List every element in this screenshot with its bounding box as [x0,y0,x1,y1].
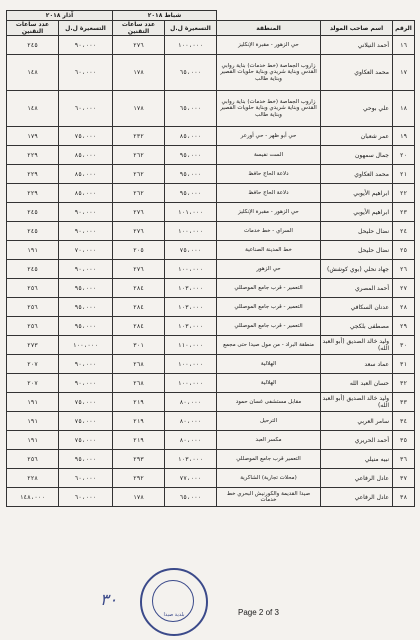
mar-price: ١٠٠،٠٠٠ [59,336,113,355]
mar-price: ٩٠،٠٠٠ [59,374,113,393]
owner-name: أحمد الحريري [321,431,393,450]
feb-price: ٩٥،٠٠٠ [165,165,217,184]
feb-hours: ٢٦٢ [113,184,165,203]
table-row [7,36,415,55]
table-row [7,127,415,146]
feb-hours: ٢١٩ [113,431,165,450]
feb-hours: ٢٦٨ [113,374,165,393]
mar-price: ٩٥،٠٠٠ [59,450,113,469]
area-cell: مقابل مستشفى غسان حمود [217,393,321,412]
owner-name: محمد العكاوي [321,165,393,184]
row-number: ٢٥ [393,241,415,260]
owner-name: أحمد المصري [321,279,393,298]
generators-price-table [6,10,415,507]
row-number: ٢٩ [393,317,415,336]
feb-hours: ١٧٨ [113,55,165,91]
table-row [7,488,415,507]
mar-price: ٦٠،٠٠٠ [59,55,113,91]
mar-hours: ٢٥٦ [7,279,59,298]
generators-table-sheet [6,10,414,507]
area-cell: دلاعة الحاج حافظ [217,165,321,184]
table-row [7,203,415,222]
table-row [7,298,415,317]
area-cell: زاروب الجماصة (خط خدمات) بناية روابي القدس وبناية شريدي وبناية حلويات القصير وبناية طالب [217,55,321,91]
mar-price: ٦٠،٠٠٠ [59,91,113,127]
col-header-area: المنطقة [217,21,321,36]
mar-hours: ٢٤٥ [7,203,59,222]
area-cell: التعمير قرب جامع الموصللي [217,450,321,469]
col-header-num: الرقم [393,21,415,36]
mar-price: ٨٥،٠٠٠ [59,184,113,203]
mar-hours: ٢٠٧ [7,374,59,393]
table-row [7,91,415,127]
col-header-mar-hours: عدد ساعات التقنين [7,21,59,36]
feb-price: ٧٧،٠٠٠ [165,469,217,488]
col-header-owner: اسم صاحب المولد [321,21,393,36]
owner-name: علي بوحي [321,91,393,127]
table-row [7,165,415,184]
feb-price: ١٠٣،٠٠٠ [165,450,217,469]
table-row [7,469,415,488]
feb-price: ١٠٠،٠٠٠ [165,36,217,55]
feb-hours: ١٧٨ [113,91,165,127]
handwritten-signature: ٣٠ [100,590,118,609]
area-cell: منطقة البراد - من مول صيدا حتى مجمع [217,336,321,355]
area-cell: الهلالية [217,374,321,393]
feb-price: ١٠٠،٠٠٠ [165,222,217,241]
mar-hours: ١٤٨،٠٠٠ [7,488,59,507]
owner-name: جهاد نحلي (بوي كوشش) [321,260,393,279]
table-row [7,355,415,374]
feb-price: ١٠١،٠٠٠ [165,203,217,222]
mar-hours: ١٧٩ [7,127,59,146]
table-row [7,450,415,469]
row-number: ٢٣ [393,203,415,222]
feb-hours: ٢٦٨ [113,355,165,374]
row-number: ٢٠ [393,146,415,165]
feb-price: ٨٥،٠٠٠ [165,127,217,146]
feb-price: ٦٥،٠٠٠ [165,55,217,91]
area-cell: زاروب الجماصة (خط خدمات) بناية روابي القدس وبناية شريدي وبناية حلويات القصير وبناية طالب [217,91,321,127]
feb-price: ١٠٣،٠٠٠ [165,298,217,317]
mar-hours: ٢٥٦ [7,298,59,317]
feb-price: ١٠٣،٠٠٠ [165,317,217,336]
month-header-feb: شباط ٢٠١٨ [113,11,217,21]
mar-price: ٧٥،٠٠٠ [59,127,113,146]
mar-price: ٧٠،٠٠٠ [59,241,113,260]
table-row [7,184,415,203]
area-cell: حي الزهور - مقبرة الإنكليز [217,36,321,55]
row-number: ١٨ [393,91,415,127]
feb-hours: ٢٠٥ [113,241,165,260]
mar-hours: ٢٠٧ [7,355,59,374]
feb-hours: ٢٧٦ [113,222,165,241]
owner-name: محمد العكاوي [321,55,393,91]
area-cell: دلاعة الحاج حافظ [217,184,321,203]
owner-name: وليد خالد الصديق (أبو العبد الله) [321,393,393,412]
mar-price: ٩٥،٠٠٠ [59,317,113,336]
mar-price: ٦٠،٠٠٠ [59,488,113,507]
owner-name: حسان العبد الله [321,374,393,393]
row-number: ٣٠ [393,336,415,355]
feb-price: ٨٠،٠٠٠ [165,412,217,431]
area-cell: حي أبو ظهر - حي أورعر [217,127,321,146]
row-number: ١٧ [393,55,415,91]
mar-hours: ٢٢٩ [7,184,59,203]
feb-hours: ٢٩٣ [113,450,165,469]
mar-hours: ١٩١ [7,431,59,450]
owner-name: عمر شعبان [321,127,393,146]
feb-hours: ٢٧٦ [113,203,165,222]
owner-name: عدنان السكافي [321,298,393,317]
feb-price: ٩٥،٠٠٠ [165,146,217,165]
feb-hours: ٢٨٤ [113,279,165,298]
area-cell: الهلالية [217,355,321,374]
owner-name: نضال حليحل [321,241,393,260]
feb-price: ٦٥،٠٠٠ [165,91,217,127]
mar-price: ٩٠،٠٠٠ [59,222,113,241]
feb-hours: ٢٦٢ [113,165,165,184]
mar-price: ٩٠،٠٠٠ [59,355,113,374]
mar-hours: ١٤٨ [7,55,59,91]
mar-hours: ٢٢٩ [7,165,59,184]
area-cell: التعمير - قرب جامع الموصللي [217,279,321,298]
area-cell: خط المدينة الصناعية [217,241,321,260]
table-row [7,55,415,91]
area-cell: صيدا القديمة والكورنيش البحري خط خدمات [217,488,321,507]
feb-price: ١٠٠،٠٠٠ [165,260,217,279]
mar-price: ٧٥،٠٠٠ [59,431,113,450]
col-header-mar-price: التسعيرة ل.ل [59,21,113,36]
feb-hours: ٢١٩ [113,393,165,412]
row-number: ٢٧ [393,279,415,298]
owner-name: نبيه منيلي [321,450,393,469]
feb-price: ٩٥،٠٠٠ [165,184,217,203]
row-number: ٣٥ [393,431,415,450]
feb-hours: ٢٣٢ [113,127,165,146]
table-row [7,260,415,279]
owner-name: مصطفى بلكجي [321,317,393,336]
row-number: ٢١ [393,165,415,184]
mar-price: ٩٠،٠٠٠ [59,36,113,55]
row-number: ١٦ [393,36,415,55]
mar-price: ٩٥،٠٠٠ [59,298,113,317]
owner-name: عادل الرفاعي [321,488,393,507]
owner-name: ابراهيم الأيوبي [321,203,393,222]
row-number: ٣٦ [393,450,415,469]
mar-hours: ١٩١ [7,241,59,260]
mar-price: ٦٠،٠٠٠ [59,469,113,488]
row-number: ٣٢ [393,374,415,393]
table-row [7,412,415,431]
table-row [7,241,415,260]
feb-hours: ٢٦٢ [113,146,165,165]
month-header-mar: آذار ٢٠١٨ [7,11,113,21]
feb-hours: ٢٨٤ [113,298,165,317]
mar-price: ٩٠،٠٠٠ [59,260,113,279]
mar-hours: ٢٧٣ [7,336,59,355]
owner-name: ابراهيم الأيوبي [321,184,393,203]
table-row [7,431,415,450]
owner-name: عادل الرفاعي [321,469,393,488]
feb-hours: ٢٨٤ [113,317,165,336]
feb-price: ٨٠،٠٠٠ [165,431,217,450]
feb-price: ٦٥،٠٠٠ [165,488,217,507]
mar-hours: ٢٤٥ [7,222,59,241]
table-row [7,222,415,241]
mar-hours: ١٩١ [7,393,59,412]
area-cell: التعمير - قرب جامع الموصللي [217,317,321,336]
row-number: ٣٤ [393,412,415,431]
feb-price: ١١٠،٠٠٠ [165,336,217,355]
owner-name: وليد خالد الصديق (أبو العبد الله) [321,336,393,355]
feb-price: ١٠٠،٠٠٠ [165,355,217,374]
mar-price: ٧٥،٠٠٠ [59,393,113,412]
feb-hours: ٢٧٦ [113,36,165,55]
area-cell: الست نفيسة [217,146,321,165]
row-number: ٣٣ [393,393,415,412]
mar-price: ٧٥،٠٠٠ [59,412,113,431]
row-number: ٣٨ [393,488,415,507]
mar-hours: ١٩١ [7,412,59,431]
col-header-feb-hours: عدد ساعات التقنين [113,21,165,36]
feb-hours: ٣٠١ [113,336,165,355]
mar-hours: ٢٥٦ [7,450,59,469]
area-cell: حي الزهور - مقبرة الإنكليز [217,203,321,222]
row-number: ٢٢ [393,184,415,203]
municipality-stamp: بلدية صيدا [140,568,208,636]
mar-price: ٩٠،٠٠٠ [59,203,113,222]
area-cell: مكسر العبد [217,431,321,450]
page-indicator: Page 2 of 3 [238,608,279,617]
owner-name: جمال سمهون [321,146,393,165]
row-number: ١٩ [393,127,415,146]
mar-price: ٨٥،٠٠٠ [59,165,113,184]
row-number: ٣٧ [393,469,415,488]
row-number: ٢٦ [393,260,415,279]
mar-hours: ٢٤٥ [7,260,59,279]
mar-hours: ٢٥٦ [7,317,59,336]
mar-hours: ٢٢٩ [7,146,59,165]
feb-hours: ٢١٩ [113,412,165,431]
owner-name: أحمد النيلاني [321,36,393,55]
owner-name: عماد سعد [321,355,393,374]
table-row [7,146,415,165]
table-row [7,279,415,298]
table-row [7,374,415,393]
area-cell: حي الزهور [217,260,321,279]
feb-price: ١٠٣،٠٠٠ [165,279,217,298]
feb-price: ١٠٠،٠٠٠ [165,374,217,393]
feb-hours: ١٧٨ [113,488,165,507]
mar-hours: ٢٤٥ [7,36,59,55]
row-number: ٢٨ [393,298,415,317]
feb-price: ٧٥،٠٠٠ [165,241,217,260]
feb-price: ٨٠،٠٠٠ [165,393,217,412]
mar-price: ٨٥،٠٠٠ [59,146,113,165]
area-cell: (محلات تجارية) الشاكرية [217,469,321,488]
row-number: ٢٤ [393,222,415,241]
table-row [7,336,415,355]
area-cell: التعمير - قرب جامع الموصللي [217,298,321,317]
area-cell: السراي - خط خدمات [217,222,321,241]
feb-hours: ٢٩٢ [113,469,165,488]
table-row [7,317,415,336]
mar-hours: ٢٢٨ [7,469,59,488]
owner-name: نضال حليحل [321,222,393,241]
area-cell: الترحيل [217,412,321,431]
feb-hours: ٢٧٦ [113,260,165,279]
row-number: ٣١ [393,355,415,374]
owner-name: سامر العربي [321,412,393,431]
mar-price: ٩٥،٠٠٠ [59,279,113,298]
table-row [7,393,415,412]
col-header-feb-price: التسعيرة ل.ل [165,21,217,36]
mar-hours: ١٤٨ [7,91,59,127]
